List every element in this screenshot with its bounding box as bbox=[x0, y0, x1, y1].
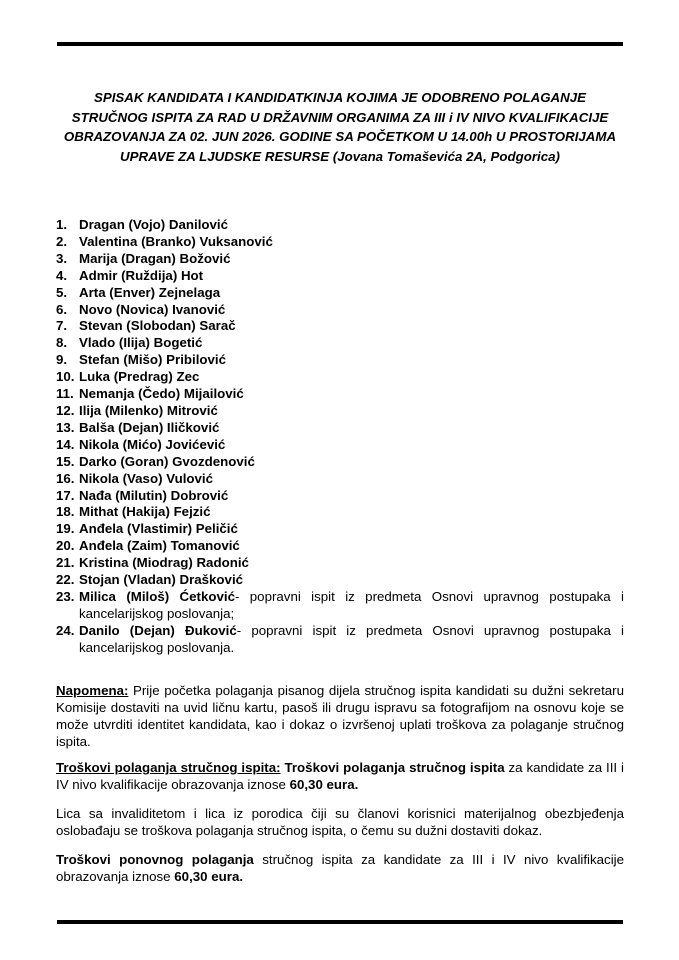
candidate-number: 2. bbox=[56, 233, 68, 249]
troskovi-paragraph bbox=[56, 760, 624, 794]
ponovno-bold-lead: Troškovi ponovnog polaganja bbox=[56, 852, 254, 867]
ponovno-amount: 60,30 eura. bbox=[174, 868, 244, 884]
candidate-note: - popravni ispit iz predmeta Osnovi upravnog postupaka i kancelarijskog poslovanja; bbox=[79, 588, 625, 621]
candidate-name: Nemanja (Čedo) Mijailović bbox=[79, 386, 244, 402]
candidate-item bbox=[56, 234, 624, 251]
troskovi-label: Troškovi polaganja stručnog ispita: bbox=[56, 760, 281, 775]
candidate-item bbox=[56, 285, 624, 302]
candidate-number: 6. bbox=[56, 301, 68, 317]
candidate-number: 3. bbox=[56, 250, 68, 266]
candidate-name: Mithat (Hakija) Fejzić bbox=[79, 504, 211, 520]
candidate-number: 19. bbox=[56, 521, 75, 537]
napomena-label: Napomena: bbox=[56, 683, 129, 698]
candidate-item bbox=[56, 268, 624, 285]
candidate-item bbox=[56, 318, 624, 335]
candidate-name: Ilija (Milenko) Mitrović bbox=[79, 402, 218, 418]
candidate-number: 13. bbox=[56, 419, 75, 435]
candidate-name: Arta (Enver) Zejnelaga bbox=[79, 284, 221, 300]
candidate-number: 8. bbox=[56, 335, 68, 351]
candidate-item bbox=[56, 335, 624, 352]
candidate-number: 16. bbox=[56, 470, 75, 486]
candidate-number: 12. bbox=[56, 402, 75, 418]
candidate-name: Stojan (Vladan) Drašković bbox=[79, 572, 244, 588]
candidate-name: Dragan (Vojo) Danilović bbox=[79, 217, 228, 232]
candidate-item bbox=[56, 217, 624, 234]
candidate-number: 1. bbox=[56, 217, 68, 232]
candidate-item bbox=[56, 589, 624, 623]
candidate-name: Anđela (Zaim) Tomanović bbox=[79, 538, 240, 554]
candidate-name: Nikola (Mićo) Jovićević bbox=[79, 436, 226, 452]
ponovno-text: stručnog ispita za kandidate za III i IV nivo kvalifikacije obrazovanja iznose bbox=[56, 852, 624, 884]
candidate-number: 5. bbox=[56, 284, 68, 300]
candidate-item bbox=[56, 471, 624, 488]
candidate-name: Anđela (Vlastimir) Peličić bbox=[79, 521, 238, 537]
candidate-item bbox=[56, 352, 624, 369]
candidate-item bbox=[56, 623, 624, 657]
top-rule bbox=[57, 42, 623, 46]
candidate-item bbox=[56, 386, 624, 403]
candidate-item bbox=[56, 521, 624, 538]
candidate-item bbox=[56, 488, 624, 505]
candidate-item bbox=[56, 504, 624, 521]
invalidi-paragraph: Lica sa invaliditetom i lica iz porodica čiji su članovi korisnici materijalnog obezbjeđenja oslobađaju se troškova polaganja stručnog ispita, o čemu su dužni dostaviti dokaz. bbox=[56, 806, 624, 838]
candidate-number: 21. bbox=[56, 555, 75, 571]
candidate-item bbox=[56, 572, 624, 589]
document-title: SPISAK KANDIDATA I KANDIDATKINJA KOJIMA JE ODOBRENO POLAGANJE STRUČNOG ISPITA ZA RAD U DRŽAVNIM ORGANIMA ZA III i IV NIVO KVALIFIKACIJE OBRAZOVANJA ZA 02. JUN 2026. GODINE SA POČETKOM U 14.00h U PROSTORIJAMA UPRAVE ZA LJUDSKE RESURSE (Jovana Tomaševića 2A, Podgorica) bbox=[63, 90, 617, 164]
candidate-item bbox=[56, 538, 624, 555]
candidate-list bbox=[56, 217, 624, 657]
candidate-name: Nađa (Milutin) Dobrović bbox=[79, 487, 229, 503]
candidate-number: 4. bbox=[56, 267, 68, 283]
candidate-item bbox=[56, 251, 624, 268]
candidate-number: 18. bbox=[56, 504, 75, 520]
candidate-number: 24. bbox=[56, 622, 75, 638]
candidate-item bbox=[56, 403, 624, 420]
candidate-item bbox=[56, 437, 624, 454]
candidate-note: - popravni ispit iz predmeta Osnovi upravnog postupaka i kancelarijskog poslovanja. bbox=[79, 622, 625, 655]
candidate-name: Valentina (Branko) Vuksanović bbox=[79, 233, 273, 249]
candidate-item bbox=[56, 302, 624, 319]
candidate-name: Stevan (Slobodan) Sarač bbox=[79, 318, 236, 334]
troskovi-amount: 60,30 eura. bbox=[289, 776, 359, 792]
candidate-name: Kristina (Miodrag) Radonić bbox=[79, 555, 249, 571]
troskovi-bold-lead: Troškovi polaganja stručnog ispita bbox=[280, 760, 505, 775]
candidate-number: 10. bbox=[56, 369, 75, 385]
napomena-text: Prije početka polaganja pisanog dijela stručnog ispita kandidati su dužni sekretaru Komisije dostaviti na uvid ličnu kartu, pasoš ili drugu ispravu sa fotografijom na osnovu koje se može utvrditi identitet kandidata, kao i dokaz o izvršenoj uplati troškova za polaganje stručnog ispita. bbox=[56, 683, 624, 749]
candidate-name: Admir (Ruždija) Hot bbox=[79, 267, 204, 283]
napomena-paragraph bbox=[56, 683, 624, 751]
bottom-rule bbox=[57, 920, 623, 924]
candidate-number: 15. bbox=[56, 453, 75, 469]
candidate-item bbox=[56, 420, 624, 437]
candidate-name: Stefan (Mišo) Pribilović bbox=[79, 352, 227, 368]
candidate-name: Darko (Goran) Gvozdenović bbox=[79, 453, 255, 469]
candidate-name: Danilo (Dejan) Đuković bbox=[79, 622, 237, 638]
candidate-name: Novo (Novica) Ivanović bbox=[79, 301, 226, 317]
candidate-name: Balša (Dejan) Iličković bbox=[79, 419, 220, 435]
candidate-number: 22. bbox=[56, 572, 75, 588]
candidate-number: 9. bbox=[56, 352, 68, 368]
troskovi-text: za kandidate za III i IV nivo kvalifikacije obrazovanja iznose bbox=[56, 760, 625, 792]
candidate-number: 17. bbox=[56, 487, 75, 503]
candidate-item bbox=[56, 369, 624, 386]
candidate-item bbox=[56, 555, 624, 572]
candidate-name: Vlado (Ilija) Bogetić bbox=[79, 335, 203, 351]
candidate-number: 20. bbox=[56, 538, 75, 554]
candidate-name: Milica (Miloš) Ćetković bbox=[79, 588, 235, 604]
candidate-name: Marija (Dragan) Božović bbox=[79, 250, 231, 266]
candidate-number: 14. bbox=[56, 436, 75, 452]
candidate-name: Luka (Predrag) Zec bbox=[79, 369, 200, 385]
candidate-name: Nikola (Vaso) Vulović bbox=[79, 470, 213, 486]
candidate-number: 7. bbox=[56, 318, 68, 334]
candidate-item bbox=[56, 454, 624, 471]
candidate-number: 23. bbox=[56, 588, 75, 604]
candidate-number: 11. bbox=[56, 386, 74, 402]
ponovno-paragraph bbox=[56, 852, 624, 886]
